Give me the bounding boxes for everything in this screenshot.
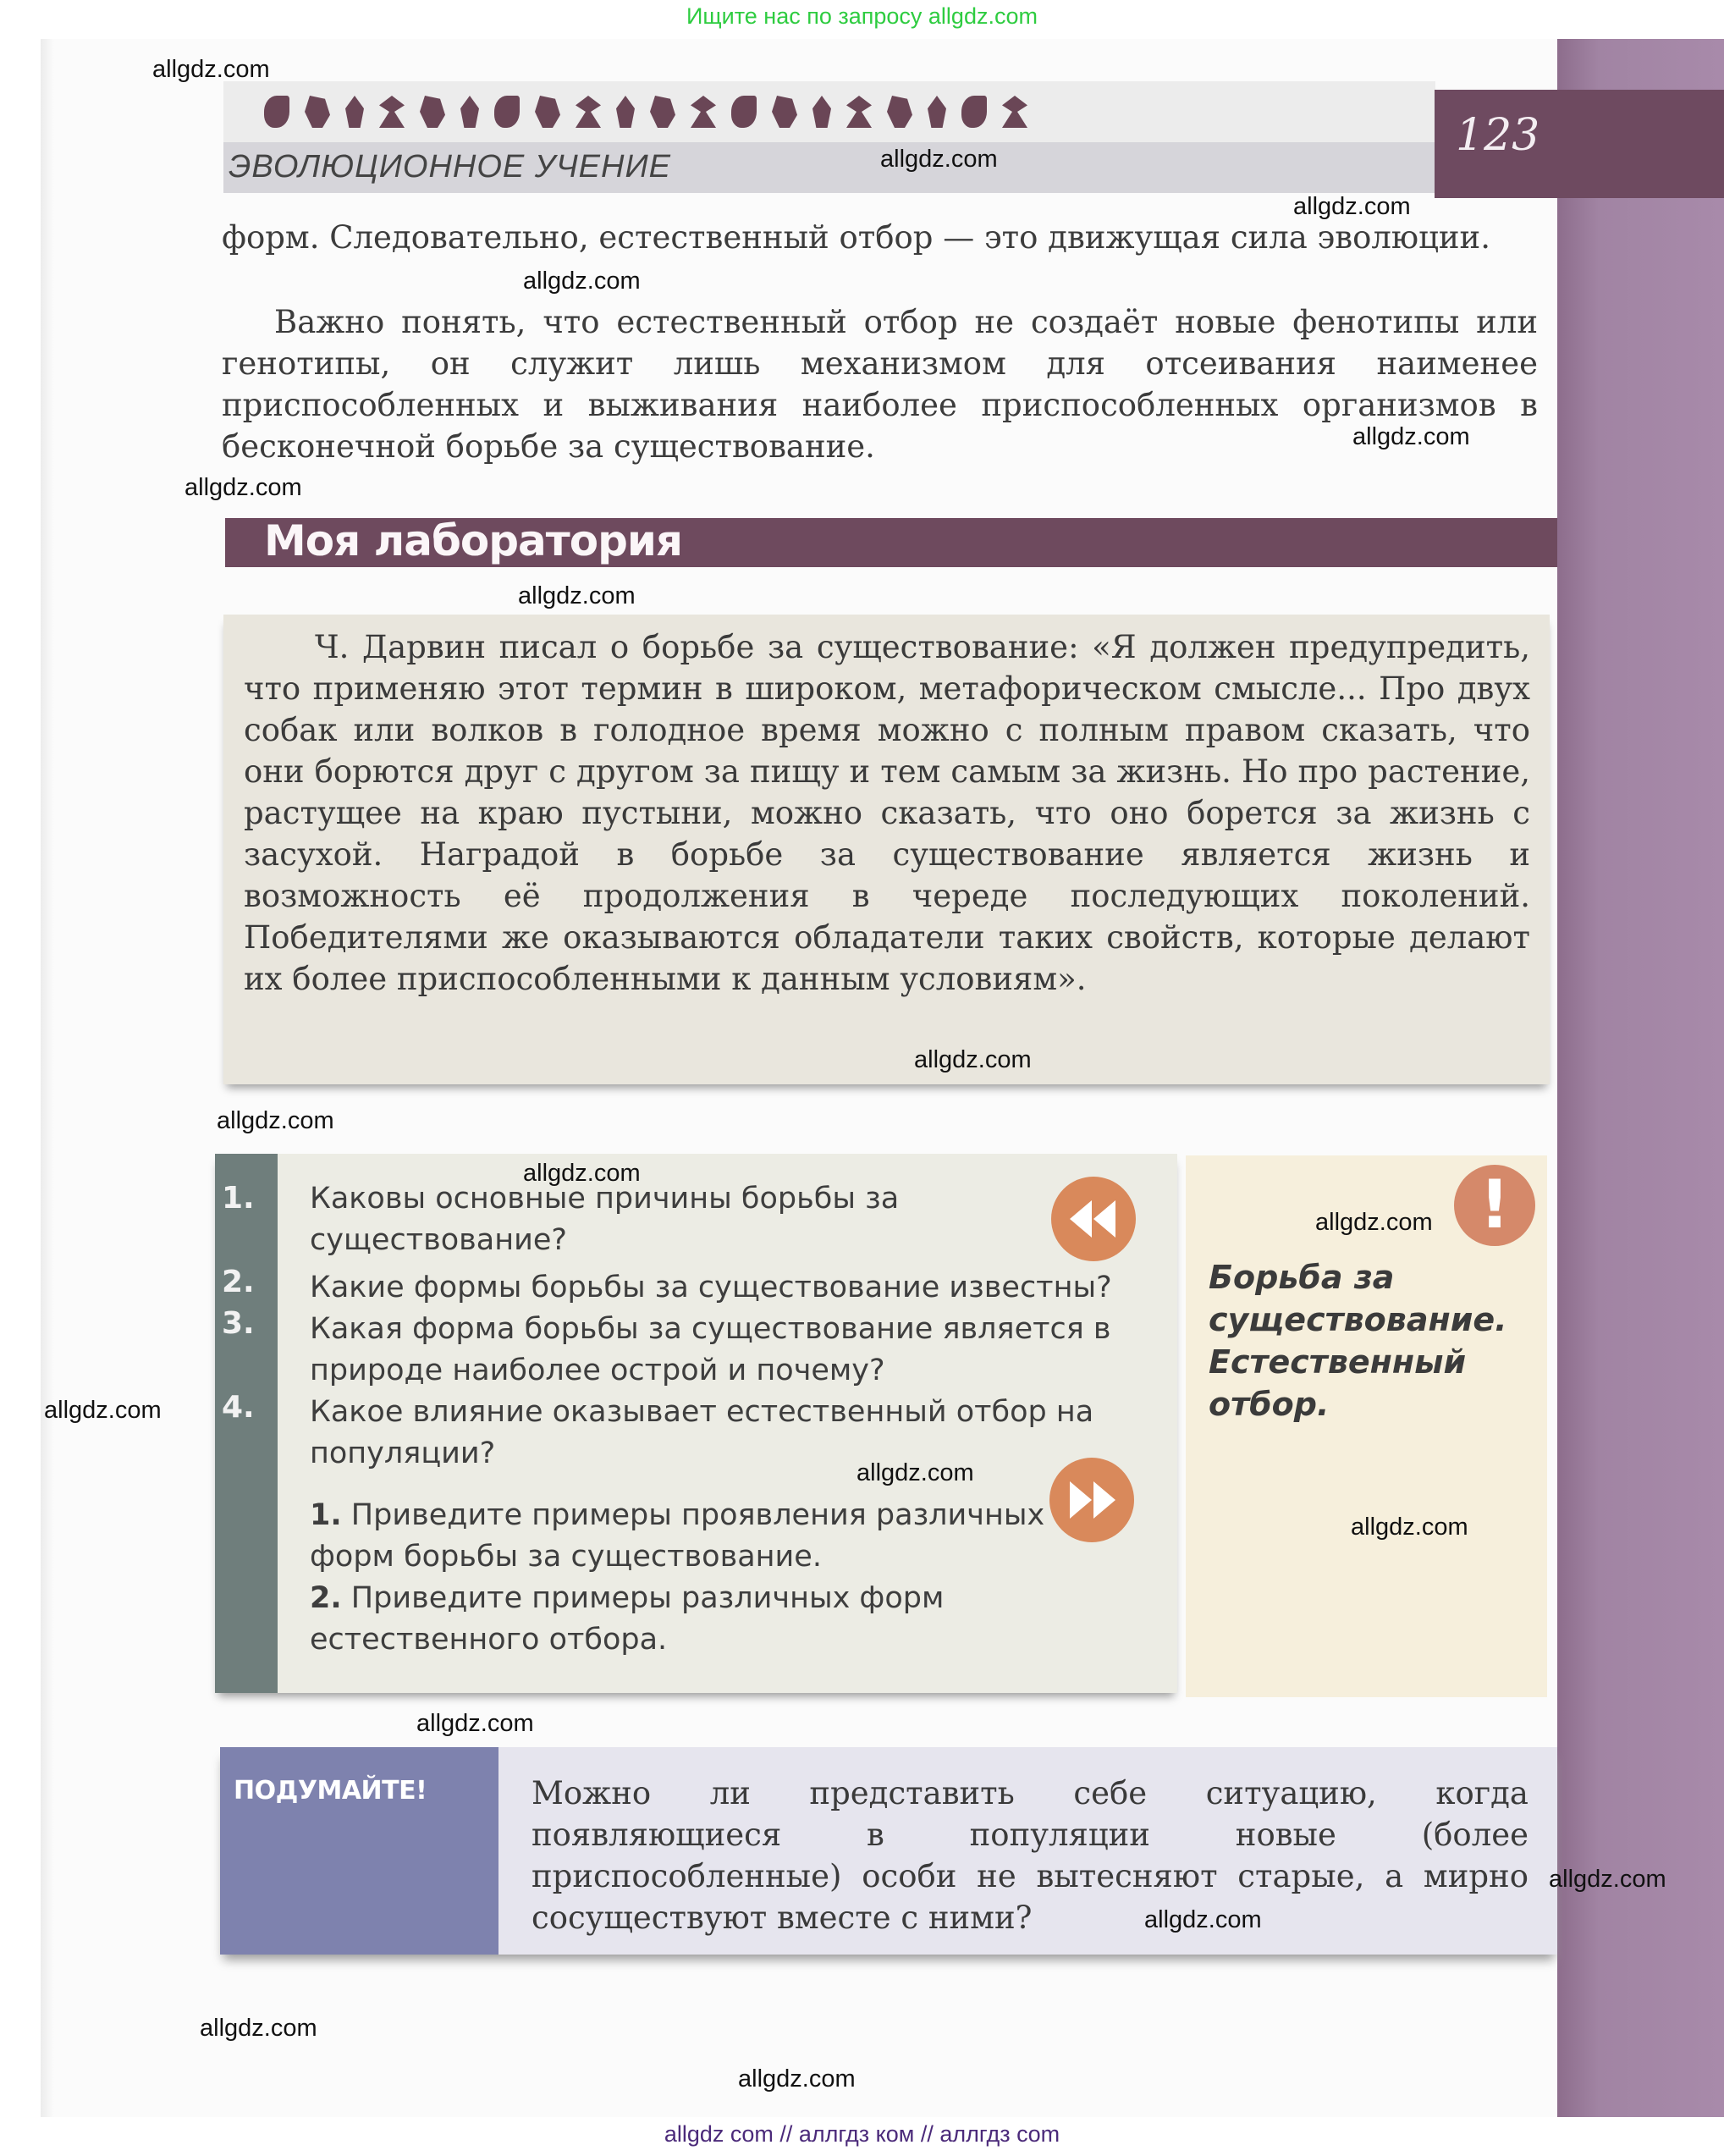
watermark: allgdz.com xyxy=(856,1459,974,1486)
exclamation-glyph: ! xyxy=(1479,1167,1510,1243)
whale-icon xyxy=(731,96,757,128)
flower-icon xyxy=(846,96,872,128)
whale-icon xyxy=(264,96,289,128)
section-title: ЭВОЛЮЦИОННОЕ УЧЕНИЕ xyxy=(229,149,671,185)
watermark: allgdz.com xyxy=(523,267,641,295)
watermark: allgdz.com xyxy=(1144,1906,1262,1933)
think-label: ПОДУМАЙТЕ! xyxy=(234,1776,427,1806)
boar-icon xyxy=(887,96,912,128)
watermark: allgdz.com xyxy=(152,56,270,83)
watermark: allgdz.com xyxy=(185,474,302,501)
flower-icon xyxy=(379,96,405,128)
question-text: Каковы основные причины борьбы за существование? xyxy=(310,1182,900,1257)
task-text: Приведите примеры проявления различных форм борьбы за существование. xyxy=(310,1498,1045,1574)
watermark: allgdz.com xyxy=(518,582,636,609)
page-fold-shadow xyxy=(41,39,54,2117)
task-text: Приведите примеры различных форм естественного отбора. xyxy=(310,1581,945,1657)
watermark: allgdz.com xyxy=(880,146,998,173)
question-number: 4. xyxy=(222,1390,255,1425)
watermark: allgdz.com xyxy=(1315,1209,1433,1236)
lab-quote-text: Ч. Дарвин писал о борьбе за существование: «Я должен предупредить, что применяю этот термин в широком, метафорическом смысле... Про двух собак или волков в голодное время можно с полным правом сказать, что они борются друг с другом за пищу и тем самым за жизнь. Но про растение, растущее на краю пустыни, можно сказать, что оно борется за жизнь с засухой. Наградой в борьбе за существование является жизнь и возможность её продолжения в череде последующих поколений. Победителями же оказываются обладатели таких свойств, которые делают их более приспособленными к данным условиям». xyxy=(244,629,1530,997)
body-paragraph: Важно понять, что естественный отбор не создаёт новые фенотипы или генотипы, он служит лишь механизмом для отсеивания наименее приспособленных и выживания наиболее приспособленных организмов в бесконечной борьбе за существование. xyxy=(222,304,1538,465)
page-number: 123 xyxy=(1456,110,1540,161)
scorpion-icon xyxy=(616,96,635,128)
question-number: 2. xyxy=(222,1265,255,1299)
watermark: allgdz.com xyxy=(914,1046,1032,1073)
bison-icon xyxy=(535,96,560,128)
task-text xyxy=(310,1495,1055,1578)
bird-icon xyxy=(812,96,831,128)
watermark: allgdz.com xyxy=(44,1397,162,1424)
watermark: allgdz.com xyxy=(1351,1514,1468,1541)
horse-icon xyxy=(650,96,675,128)
watermark: allgdz.com xyxy=(217,1107,334,1134)
watermark: allgdz.com xyxy=(416,1710,534,1737)
task-number: 2. xyxy=(310,1581,342,1615)
butterfly-icon xyxy=(576,96,601,128)
lab-title: Моя лаборатория xyxy=(264,516,683,565)
kangaroo-icon xyxy=(928,96,946,128)
bird-icon xyxy=(345,96,364,128)
body-paragraph: форм. Следовательно, естественный отбор — это движущая сила эволюции. xyxy=(222,219,1490,256)
think-question: Можно ли представить себе ситуацию, когда появляющиеся в популяции новые (более приспособленные) особи не вытесняют старые, а мирно сосуществуют вместе с ними? xyxy=(532,1775,1528,1936)
swallow-icon xyxy=(691,96,716,128)
task-text xyxy=(310,1578,1139,1661)
question-text: Какие формы борьбы за существование известны? xyxy=(310,1271,1112,1304)
question-text: Какая форма борьбы за существование является в природе наиболее острой и почему? xyxy=(310,1312,1111,1387)
boar-icon xyxy=(420,96,445,128)
deer-icon xyxy=(772,96,797,128)
butterfly-icon xyxy=(1002,96,1027,128)
fast-forward-icon xyxy=(1049,1458,1134,1542)
footer-watermark: allgdz com // аллгдз ком // аллгдз com xyxy=(664,2121,1060,2147)
page-edge-band xyxy=(1557,39,1724,2117)
watermark: allgdz.com xyxy=(1352,423,1470,450)
question-text: Какое влияние оказывает естественный отбор на популяции? xyxy=(310,1395,1094,1470)
top-banner: Ищите нас по запросу allgdz.com xyxy=(686,3,1038,29)
question-number: 3. xyxy=(222,1306,255,1341)
task-number: 1. xyxy=(310,1498,342,1532)
watermark: allgdz.com xyxy=(1293,193,1411,220)
kangaroo-icon xyxy=(460,96,479,128)
deer-icon xyxy=(305,96,330,128)
watermark: allgdz.com xyxy=(523,1160,641,1187)
animal-silhouette-strip xyxy=(223,81,1435,142)
watermark: allgdz.com xyxy=(738,2065,856,2093)
rewind-icon xyxy=(1051,1177,1136,1261)
lizard-icon xyxy=(494,96,520,128)
lizard-icon xyxy=(961,96,987,128)
watermark: allgdz.com xyxy=(200,2015,317,2042)
watermark: allgdz.com xyxy=(1549,1866,1666,1893)
question-number: 1. xyxy=(222,1181,255,1216)
key-terms-text: Борьба за существование. Естественный отбор. xyxy=(1209,1259,1507,1423)
